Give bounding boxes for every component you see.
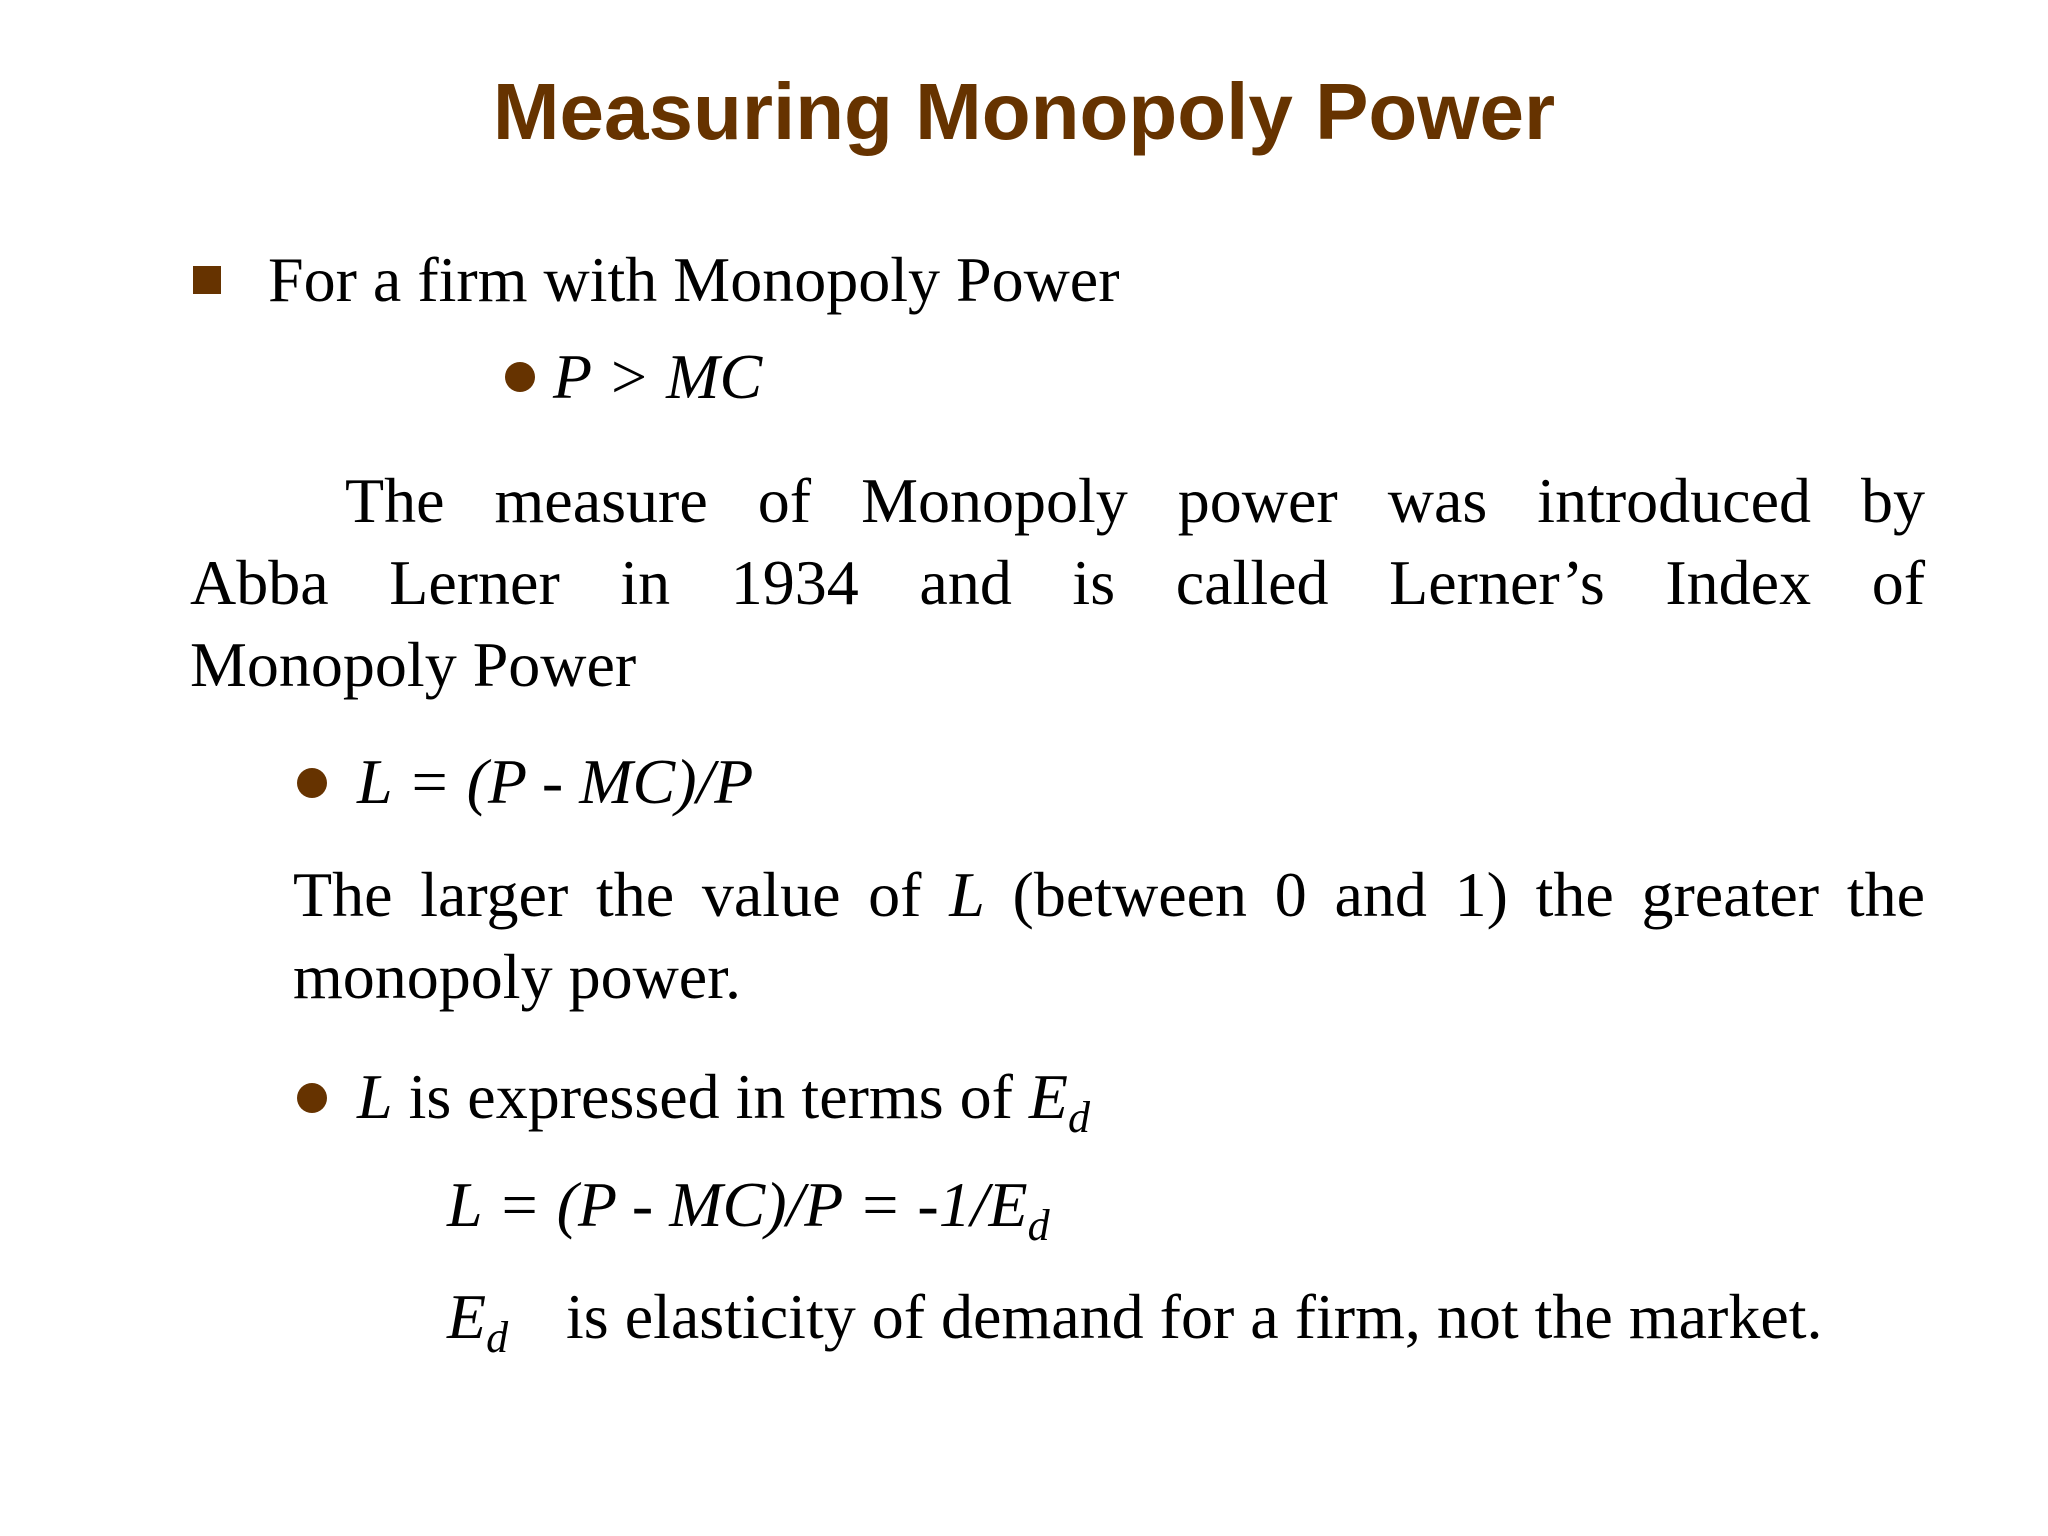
elasticity-ed-base: E bbox=[1028, 1061, 1068, 1132]
sub-bullet-p-greater-mc bbox=[553, 337, 762, 417]
explanation-var: L bbox=[949, 859, 985, 930]
paragraph-line-1 bbox=[190, 460, 1925, 542]
explanation-pre: The larger the value of bbox=[293, 859, 950, 930]
formula-text: L = (P - MC)/P bbox=[357, 746, 754, 817]
note-ed-base: E bbox=[447, 1281, 487, 1352]
paragraph-line-1-text: The measure of Monopoly power was introduced by bbox=[345, 465, 1925, 536]
explanation-line-1 bbox=[293, 855, 1925, 935]
formula-lerner-index bbox=[357, 742, 753, 822]
elasticity-var: L bbox=[357, 1061, 393, 1132]
explanation-line-2: monopoly power. bbox=[293, 941, 741, 1012]
elasticity-formula-text: L = (P - MC)/P = -1/E bbox=[447, 1169, 1028, 1240]
elasticity-note bbox=[447, 1277, 509, 1362]
explanation-post: (between 0 and 1) the greater the bbox=[984, 859, 1926, 930]
elasticity-formula-sub: d bbox=[1027, 1201, 1050, 1250]
elasticity-text: is expressed in terms of bbox=[392, 1061, 1029, 1132]
paragraph-line-2: Abba Lerner in 1934 and is called Lerner’s Index of bbox=[190, 547, 1925, 618]
elasticity-ed-sub: d bbox=[1068, 1093, 1090, 1142]
note-ed-sub: d bbox=[486, 1313, 509, 1362]
square-bullet-icon bbox=[193, 266, 221, 294]
bullet-firm-monopoly: For a firm with Monopoly Power bbox=[268, 244, 1120, 315]
bullet-elasticity bbox=[357, 1057, 1090, 1142]
paragraph-line-3: Monopoly Power bbox=[190, 629, 637, 700]
elasticity-formula bbox=[447, 1165, 1050, 1250]
elasticity-note-text: is elasticity of demand for a firm, not the market. bbox=[566, 1281, 1823, 1352]
dot-bullet-icon bbox=[505, 362, 535, 392]
dot-bullet-icon bbox=[297, 768, 327, 798]
dot-bullet-icon bbox=[297, 1083, 327, 1113]
p-greater-mc-text: P > MC bbox=[553, 341, 763, 412]
slide-title: Measuring Monopoly Power bbox=[492, 67, 1556, 156]
